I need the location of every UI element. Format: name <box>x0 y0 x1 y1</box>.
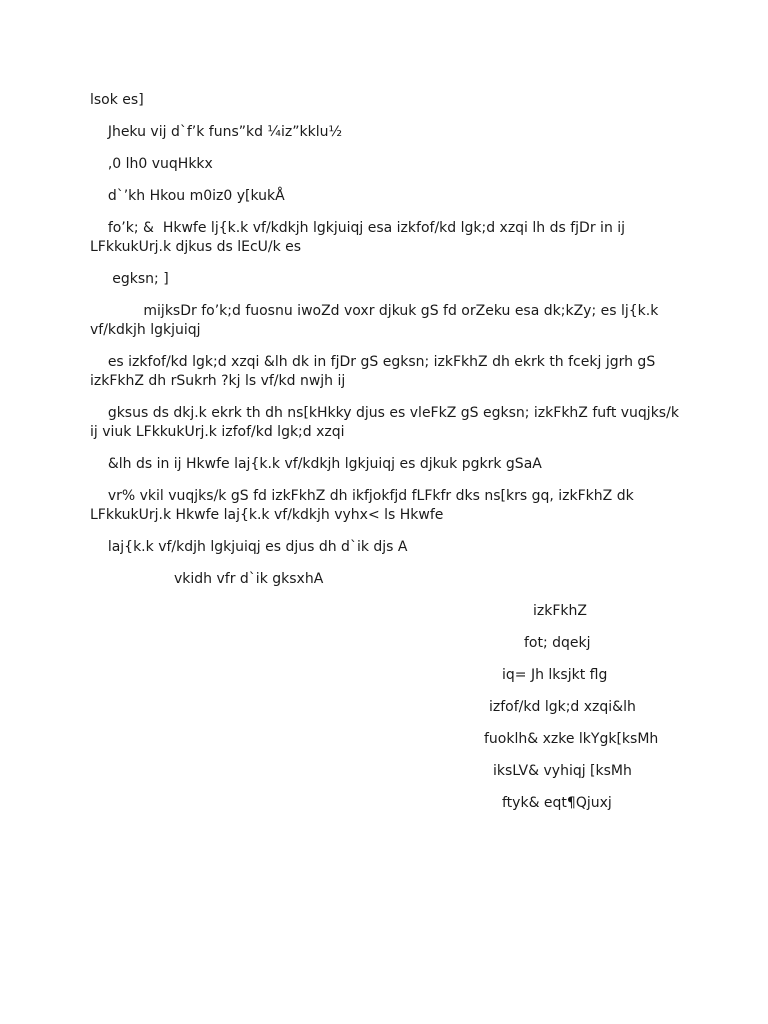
body-paragraph: mijksDr fo’k;d fuosnu iwoZd voxr djkuk gS fd orZeku esa dk;kZy; es lj{k.k vf/kdkjh lgkjuiqj <box>90 303 663 338</box>
subject-line: fo’k; & Hkwfe lj{k.k vf/kdkjh lgkjuiqj esa izkfof/kd lgk;d xzqi lh ds fjDr in ij LFkkukUrj.k djkus ds lEcU/k es <box>90 220 630 255</box>
recipient-line: lsok es] <box>90 92 144 108</box>
signature-residence: fuoklh& xzke lkYgk[ksMh <box>484 731 659 747</box>
signature-father: iq= Jh lksjkt flg <box>502 667 608 683</box>
body-paragraph: &lh ds in ij Hkwfe laj{k.k vf/kdkjh lgkjuiqj es djkuk pgkrk gSaA <box>90 456 542 472</box>
body-paragraph: gksus ds dkj.k ekrk th dh ns[kHkky djus es vleFkZ gS egksn; izkFkhZ fuft vuqjks/k ij viuk LFkkukUrj.k izfof/kd lgk;d xzqi <box>90 405 684 440</box>
signature-post-office: iksLV& vyhiqj [ksMh <box>493 763 632 779</box>
signature-name: fot; dqekj <box>524 635 591 651</box>
closing-line: vkidh vfr d`ik gksxhA <box>174 571 324 587</box>
salutation: egksn; ] <box>90 271 169 287</box>
addressee-location: d`’kh Hkou m0iz0 y[kukÅ <box>90 188 285 204</box>
signature-title: izkFkhZ <box>533 603 587 619</box>
body-paragraph: laj{k.k vf/kdjh lgkjuiqj es djus dh d`ik djs A <box>90 539 408 555</box>
signature-district: ftyk& eqt¶Qjuxj <box>502 795 612 811</box>
signature-designation: izfof/kd lgk;d xzqi&lh <box>489 699 636 715</box>
addressee-office: ,0 lh0 vuqHkkx <box>90 156 213 172</box>
body-paragraph: es izkfof/kd lgk;d xzqi &lh dk in fjDr gS egksn; izkFkhZ dh ekrk th fcekj jgrh gS izkFkhZ dh rSukrh ?kj ls vf/kd nwjh ij <box>90 354 660 389</box>
addressee-name: Jheku vij d`f’k funs”kd ¼iz”kklu½ <box>90 124 343 140</box>
body-paragraph: vr% vkil vuqjks/k gS fd izkFkhZ dh ikfjokfjd fLFkfr dks ns[krs gq, izkFkhZ dk LFkkukUrj.k Hkwfe laj{k.k vf/kdkjh vyhx< ls Hkwfe <box>90 488 639 523</box>
